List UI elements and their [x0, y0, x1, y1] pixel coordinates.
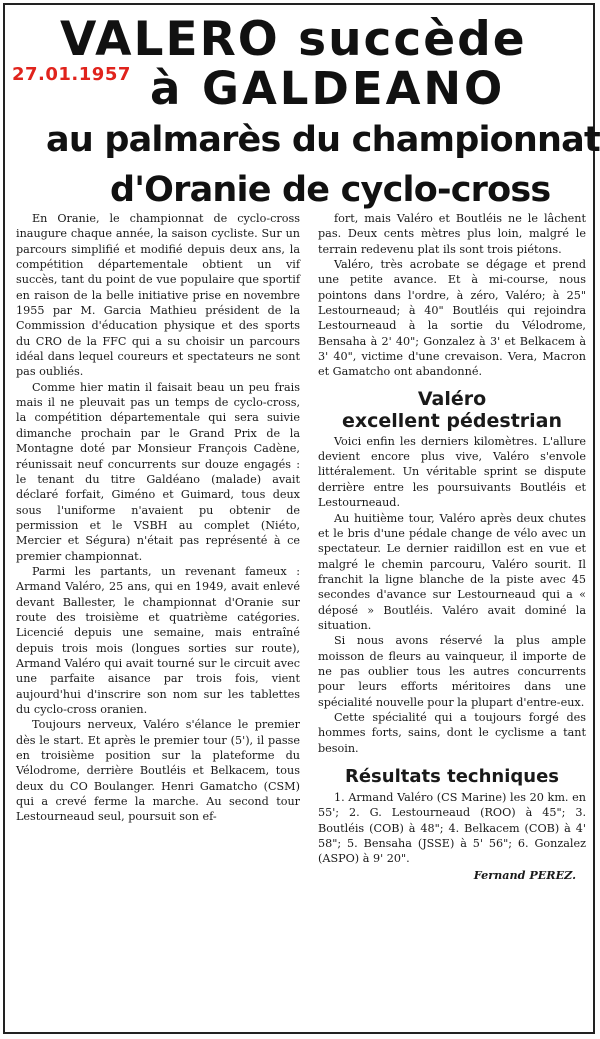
paragraph: Si nous avons réservé la plus ample moisson de fleurs au vainqueur, il importe de ne pas oublier tous les autres concurrents pour leurs efforts méritoires dans une spécialité nouvelle pour la plupart d'entre-eux.: [318, 634, 586, 709]
subheading-line-1: Valéro: [417, 387, 487, 410]
headline-line-4: d'Oranie de cyclo-cross: [110, 170, 551, 210]
subheading-line-2: excellent pédestrian: [341, 409, 563, 432]
paragraph: Toujours nerveux, Valéro s'élance le premier dès le start. Et après le premier tour (5'), il passe en troisième position sur la plateforme du Vélodrome, derrière Boutléis et Belkacem, tous deux du CO Boulanger. Henri Gamatcho (CSM) qui a crevé ferme la marche. Au second tour Lestourneaud seul, poursuit son ef-: [16, 718, 300, 824]
results-heading: Résultats techniques: [344, 766, 559, 787]
subheading: [318, 388, 586, 432]
paragraph: Voici enfin les derniers kilomètres. L'allure devient encore plus vive, Valéro s'envole littéralement. Un véritable sprint se dispute derrière entre les poursuivants Boutléis et Lestourneaud.: [318, 434, 586, 510]
paragraph: En Oranie, le championnat de cyclo-cross inaugure chaque année, la saison cycliste. Sur un parcours simplifié et modifié depuis deux ans, la compétition départementale obtient un vif succès, tant du point de vue populaire que sportif en raison de la belle initiative prise en novembre 1955 par M. Garcia Mathieu président de la Commission d'éducation physique et des sports du CRO de la FFC qui a su choisir un parcours idéal dans lequel coureurs et spectateurs ne sont pas oubliés.: [16, 212, 300, 379]
headline-line-1: VALERO succède: [60, 12, 527, 67]
paragraph: fort, mais Valéro et Boutléis ne le lâchent pas. Deux cents mètres plus loin, malgré le terrain redevenu plat ils sont trois piétons.: [318, 212, 586, 256]
headline-line-2: à GALDEANO: [150, 62, 506, 115]
date-stamp: 27.01.1957: [12, 64, 131, 85]
results-list: 1. Armand Valéro (CS Marine) les 20 km. en 55'; 2. G. Lestourneaud (ROO) à 45"; 3. Boutléis (COB) à 48"; 4. Belkacem (COB) à 4' 58"; 5. Bensaha (JSSE) à 5' 56"; 6. Gonzalez (ASPO) à 9' 20".: [318, 791, 586, 866]
right-column: [318, 211, 586, 883]
paragraph: Comme hier matin il faisait beau un peu frais mais il ne pleuvait pas un temps de cyclo-cross, la compétition départementale qui sera suivie dimanche prochain par le Grand Prix de la Montagne doté par Monsieur François Cadène, réunissait neuf concurrents sur douze engagés : le tenant du titre Galdéano (malade) avait déclaré forfait, Giméno et Guimard, tous deux sous l'uniforme n'avaient pu obtenir de permission et le VSBH au complet (Niéto, Mercier et Ségura) n'était pas représenté à ce premier championnat.: [16, 380, 300, 563]
paragraph: Valéro, très acrobate se dégage et prend une petite avance. Et à mi-course, nous pointons dans l'ordre, à zéro, Valéro; à 25" Lestourneaud; à 40" Boutléis qui rejoindra Lestourneaud à la sortie du Vélodrome, Bensaha à 2' 40"; Gonzalez à 3' et Belkacem à 3' 40", victime d'une crevaison. Vera, Macron et Gamatcho ont abandonné.: [318, 258, 586, 379]
results-block: [318, 790, 586, 867]
headline-line-3: au palmarès du championnat: [46, 120, 600, 160]
author-signature: Fernand PEREZ.: [473, 867, 576, 882]
paragraph: Au huitième tour, Valéro après deux chutes et le bris d'une pédale change de vélo avec un spectateur. Le dernier raidillon est en vue et malgré le chemin parcouru, Valéro sourit. Il franchit la ligne blanche de la piste avec 45 secondes d'avance sur Lestourneaud qui a « déposé » Boutléis. Valéro avait dominé la situation.: [318, 511, 586, 632]
left-column: [16, 211, 300, 825]
paragraph: Parmi les partants, un revenant fameux : Armand Valéro, 25 ans, qui en 1949, avait enlevé devant Ballester, le championnat d'Oranie sur route des troisième et quatrième catégories. Licencié depuis une semaine, mais entraîné depuis trois mois (longues sorties sur route), Armand Valéro qui avait tourné sur le circuit avec une parfaite aisance par trois fois, vient aujourd'hui d'inscrire son nom sur les tablettes du cyclo-cross oranien.: [16, 564, 300, 716]
paragraph: Cette spécialité qui a toujours forgé des hommes forts, sains, dont le cyclisme a tant besoin.: [318, 710, 586, 755]
